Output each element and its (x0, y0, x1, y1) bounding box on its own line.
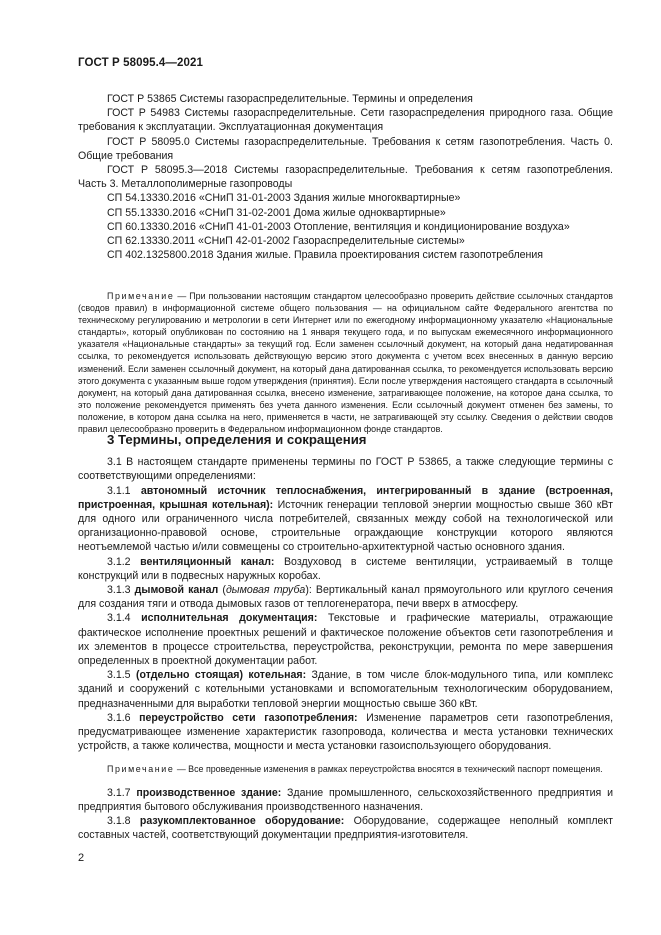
note-text: — При пользовании настоящим стандартом целесообразно проверить действие ссылочных стандартов (сводов правил) в информационной системе общего пользования — на официальном сайте Федерального агентства по техническому регулированию и метрологии в сети Интернет или по ежегодному информационному указателю «Национальные стандарты», который опубликован по состоянию на 1 января текущего года, и по выпускам ежемесячного информационного указателя «Национальные стандарты» за текущий год. Если заменен ссылочный документ, на который дана недатированная ссылка, то рекомендуется использовать действующую версию этого документа с учетом всех внесенных в данную версию изменений. Если заменен ссылочный документ, на который дана датированная ссылка, то рекомендуется использовать версию этого документа с указанным выше годом утверждения (принятия). Если после утверждения настоящего стандарта в ссылочный документ, на который дана датированная ссылка, внесено изменение, затрагивающее положение, на которое дана ссылка, то это положение рекомендуется применять без учета данного изменения. Если ссылочный документ отменен без замены, то положение, в котором дана ссылка на него, применяется в части, не затрагивающей эту ссылку. Сведения о действии сводов правил целесообразно проверить в Федеральном информационном фонде стандартов. (78, 291, 613, 435)
page-number: 2 (78, 852, 85, 864)
term-name: исполнительная документация: (141, 612, 318, 625)
note-label: Примечание (107, 291, 175, 301)
term-definition: Оборудование, содержащее неполный комплект составных частей, соответствующий документации предприятия-изготовителя. (78, 814, 613, 842)
reference-item: ГОСТ Р 54983 Системы газораспределительные. Сети газораспределения природного газа. Общие требования к эксплуатации. Эксплуатационная документация (78, 107, 613, 134)
reference-item: СП 54.13330.2016 «СНиП 31-01-2003 Здания жилые многоквартирные» (107, 192, 461, 205)
term-3-1-3: 3.1.3 дымовой канал (дымовая труба): Вертикальный канал прямоугольного или круглого сечения для создания тяги и отвода дымовых газов от теплогенератора, печи вверх в атмосферу. (78, 584, 613, 611)
term-definition: Здание промышленного, сельскохозяйственного предприятия и предприятия бытового обслуживания производственного назначения. (78, 786, 613, 813)
term-definition: Источник генерации тепловой энергии мощностью свыше 360 кВт для одного или ограниченного числа потребителей, связанных между собой на технологической или организационно-правовой основе, строительные ограждающие конструкции которого являются неотъемлемой частью и/или совмещены со строительно-архитектурной частью основного здания. (78, 498, 614, 554)
term-note (78, 763, 613, 775)
reference-item: СП 55.13330.2016 «СНиП 31-02-2001 Дома жилые одноквартирные» (107, 206, 446, 219)
term-definition: Воздуховод в системе вентиляции, устраиваемый в толще конструкций или в подвесных наружных коробах. (78, 555, 613, 582)
paragraph-3-1: 3.1 В настоящем стандарте применены термины по ГОСТ Р 53865, а также следующие термины с соответствующими определениями: (78, 456, 613, 483)
term-3-1-1: 3.1.1 автономный источник теплоснабжения, интегрированный в здание (встроенная, пристроенная, крышная котельная): Источник генерации тепловой энергии мощностью свыше 360 кВт для одного или ограниченного числа потребителей, связанных между собой на технологической или организационно-правовой основе, строительные ограждающие конструкции которого являются неотъемлемой частью и/или совмещены со строительно-архитектурной частью основного здания. (78, 484, 614, 554)
term-definition: Текстовые и графические материалы, отражающие фактическое исполнение проектных решений и фактическое положение объектов сети газопотребления и их элементов в процессе строительства, переустройства, реконструкции, ремонта по мере завершения определенных в проектной документации работ. (78, 612, 613, 668)
term-3-1-5: 3.1.5 (отдельно стоящая) котельная: Здание, в том числе блок-модульного типа, или комплекс зданий и сооружений с котельными установками и вспомогательным технологическим оборудованием, предназначенными для выработки тепловой энергии мощностью свыше 360 кВт. (78, 669, 613, 710)
term-3-1-6: 3.1.6 переустройство сети газопотребления: Изменение параметров сети газопотребления, предусматривающее изменение характеристик газопровода, количества и места установки технических устройств, а также количества, мощности и места установки газоиспользующего оборудования. (78, 711, 614, 753)
reference-item: ГОСТ Р 58095.3—2018 Системы газораспределительные. Требования к сетям газопотребления. Часть 3. Металлополимерные газопроводы (78, 164, 613, 191)
term-name: (отдельно стоящая) котельная: (135, 669, 307, 682)
section-heading: 3 Термины, определения и сокращения (107, 432, 367, 447)
note-label: Примечание (107, 764, 175, 775)
term-3-1-2: 3.1.2 вентиляционный канал: Воздуховод в системе вентиляции, устраиваемый в толще конструкций или в подвесных наружных коробах. (78, 555, 613, 582)
term-3-1-8: 3.1.8 разукомплектованное оборудование: Оборудование, содержащее неполный комплект составных частей, соответствующий документации предприятия-изготовителя. (78, 814, 613, 842)
term-definition: Здание, в том числе блок-модульного типа, или комплекс зданий и сооружений с котельными установками и вспомогательным технологическим оборудованием, предназначенными для выработки тепловой энергии мощностью свыше 360 кВт. (78, 669, 613, 710)
term-name: производственное здание: (136, 786, 282, 799)
references-list (78, 92, 613, 262)
section-3 (78, 433, 613, 842)
term-name: разукомплектованное оборудование: (139, 814, 345, 827)
term-alt: дымовая труба (225, 584, 306, 597)
document-header: ГОСТ Р 58095.4—2021 (78, 57, 203, 69)
term-name: переустройство сети газопотребления: (139, 711, 358, 724)
reference-item: СП 402.1325800.2018 Здания жилые. Правила проектирования систем газопотребления (107, 249, 544, 262)
term-name: дымовой канал (134, 584, 219, 597)
term-name: автономный источник теплоснабжения, интегрированный в здание (встроенная, пристроенная, крышная котельная): (78, 484, 613, 511)
term-definition: Изменение параметров сети газопотребления, предусматривающее изменение характеристик газопровода, количества и места установки технических устройств, а также количества, мощности и места установки газоиспользующего оборудования. (78, 711, 614, 753)
note-text: — Все проведенные изменения в рамках переустройства вносятся в технический паспорт помещения. (174, 764, 603, 775)
reference-item: СП 60.13330.2016 «СНиП 41-01-2003 Отопление, вентиляция и кондиционирование воздуха» (107, 220, 570, 233)
term-definition: : Вертикальный канал прямоугольного или круглого сечения для создания тяги и отвода дымовых газов от теплогенератора, печи вверх в атмосферу. (78, 584, 613, 611)
references-note (78, 290, 613, 435)
reference-item: ГОСТ Р 58095.0 Системы газораспределительные. Требования к сетям газопотребления. Часть 0. Общие требования (78, 135, 613, 162)
reference-item: ГОСТ Р 53865 Системы газораспределительные. Термины и определения (107, 93, 473, 105)
term-3-1-7: 3.1.7 производственное здание: Здание промышленного, сельскохозяйственного предприятия и предприятия бытового обслуживания производственного назначения. (78, 786, 613, 813)
term-name: вентиляционный канал: (140, 555, 275, 568)
reference-item: СП 62.13330.2011 «СНиП 42-01-2002 Газораспределительные системы» (107, 235, 465, 248)
term-3-1-4: 3.1.4 исполнительная документация: Текстовые и графические материалы, отражающие фактическое исполнение проектных решений и фактическое положение объектов сети газопотребления и их элементов в процессе строительства, переустройства, реконструкции, ремонта по мере завершения определенных в проектной документации работ. (78, 612, 613, 668)
